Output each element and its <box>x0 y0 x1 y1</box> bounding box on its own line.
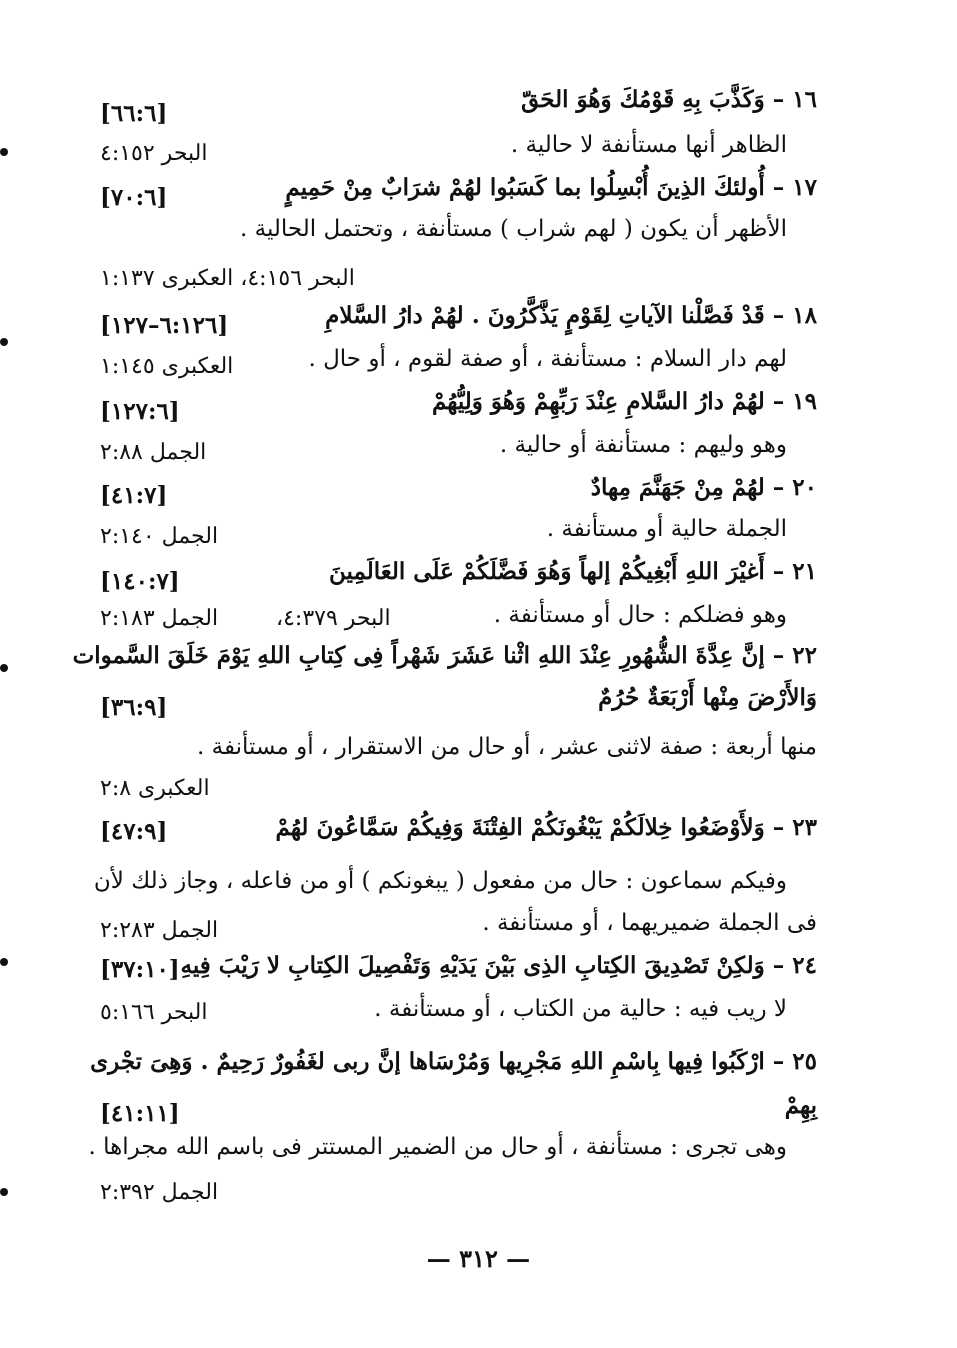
page-number: — ٣١٢ — <box>426 1244 531 1273</box>
comment-22: منها أربعة : صفة لاثنى عشر ، أو حال من الاستقرار ، أو مستأنفة . <box>197 734 817 760</box>
source-24: البحر ٥:١٦٦ <box>100 1000 208 1025</box>
verse-17-ref: [٧٠:٦] <box>100 184 168 211</box>
comment-23-cont: فى الجملة ضميريهما ، أو مستأنفة . <box>482 910 817 936</box>
verse-20: ٢٠ – لهُمْ مِنْ جَهَنَّمَ مِهادٌ <box>590 474 817 501</box>
verse-22-cont: وَالأَرْضَ مِنْها أَرْبَعَةٌ حُرُمٌ <box>598 684 817 711</box>
verse-20-ref: [٤١:٧] <box>100 482 168 509</box>
margin-mark <box>0 338 8 346</box>
verse-22: ٢٢ – إنَّ عِدَّةَ الشُّهُورِ عِنْدَ اللهِ اثْنا عَشَرَ شَهْراً فِى كِتابِ اللهِ يَوْمَ خَلَقَ السَّموات <box>72 642 817 669</box>
source-20: الجمل ٢:١٤٠ <box>100 524 219 549</box>
margin-mark <box>0 148 8 156</box>
comment-20: الجملة حالية أو مستأنفة . <box>546 516 787 542</box>
verse-16: ١٦ – وَكَذَّبَ بِهِ قَوْمُكَ وَهُوَ الحَقّ <box>521 86 817 113</box>
verse-16-ref: [٦٦:٦] <box>100 100 168 127</box>
source-23: الجمل ٢:٢٨٣ <box>100 918 219 943</box>
verse-19: ١٩ – لهُمْ دارُ السَّلامِ عِنْدَ رَبِّهِمْ وَهُوَ وَلِيُّهُمْ <box>431 388 817 415</box>
comment-16: الظاهر أنها مستأنفة لا حالية . <box>510 132 787 158</box>
verse-24: ٢٤ – وَلكِنْ تَصْدِيقَ الكِتابِ الذِى بَيْنَ يَدَيْهِ وَتَفْصِيلَ الكِتابِ لا رَيْبَ فِيهِ <box>180 952 817 979</box>
verse-18: ١٨ – قَدْ فَصَّلْنا الآياتِ لِقَوْمٍ يَذَّكَّرُونَ . لهُمْ دارُ السَّلامِ <box>325 302 817 329</box>
margin-mark <box>0 664 8 672</box>
source-19: الجمل ٢:٨٨ <box>100 440 207 465</box>
comment-25: وهى تجرى : مستأنفة ، أو حال من الضمير المستتر فى باسم الله مجراها . <box>88 1134 787 1160</box>
verse-18-ref: [٦:١٢٦–١٢٧] <box>100 312 229 339</box>
verse-23-ref: [٤٧:٩] <box>100 818 168 845</box>
source-21-b: الجمل ٢:١٨٣ <box>100 606 219 631</box>
verse-25-ref: [٤١:١١] <box>100 1100 180 1127</box>
verse-21: ٢١ – أَغيْرَ اللهِ أَبْغِيكُمْ إلهاً وَهُوَ فَضَّلَكُمْ عَلَى العَالَمِينَ <box>329 558 817 585</box>
verse-19-ref: [١٢٧:٦] <box>100 398 180 425</box>
source-22: العكبرى ٢:٨ <box>100 776 210 801</box>
margin-mark <box>0 1188 8 1196</box>
source-17: البحر ٤:١٥٦، العكبرى ١:١٣٧ <box>100 266 355 291</box>
verse-17: ١٧ – أُولئكَ الذِينَ أُبْسِلُوا بما كَسَبُوا لهُمْ شرَابٌ مِنْ حَمِيمٍ <box>285 174 817 201</box>
comment-23: وفيكم سماعون : حال من مفعول ( يبغونكم ) أو من فاعله ، وجاز ذلك لأن <box>93 868 787 894</box>
source-18: العكبرى ١:١٤٥ <box>100 354 234 379</box>
comment-17: الأظهر أن يكون ( لهم شراب ) مستأنفة ، وتحتمل الحالية . <box>240 216 787 242</box>
source-21-a: البحر ٤:٣٧٩، <box>276 606 391 631</box>
margin-mark <box>0 958 8 966</box>
verse-24-ref: [٣٧:١٠] <box>100 956 180 983</box>
comment-21: وهو فضلكم : حال أو مستأنفة . <box>493 602 787 628</box>
source-16: البحر ٤:١٥٢ <box>100 141 208 166</box>
verse-23: ٢٣ – وَلأَوْضَعُوا خِلالَكُمْ يَبْغُونَكُمْ الفِتْنَةَ وَفِيكُمْ سَمَّاعُونَ لهُمْ <box>275 814 817 841</box>
verse-25: ٢٥ – ارْكَبُوا فِيها بِاسْمِ اللهِ مَجْرِيها وَمُرْسَاها إنَّ ربى لغَفُورٌ رَحِيمٌ . وَهِىَ تجْرى <box>90 1048 817 1075</box>
comment-19: وهو وليهم : مستأنفة أو حالية . <box>499 432 787 458</box>
comment-24: لا ريب فيه : حالية من الكتاب ، أو مستأنفة . <box>374 996 787 1022</box>
verse-22-ref: [٣٦:٩] <box>100 694 168 721</box>
source-25: الجمل ٢:٣٩٢ <box>100 1180 219 1205</box>
verse-21-ref: [١٤٠:٧] <box>100 568 180 595</box>
comment-18: لهم دار السلام : مستأنفة ، أو صفة لقوم ، أو حال . <box>308 346 787 372</box>
verse-25-cont: بِهِمْ <box>784 1092 817 1119</box>
